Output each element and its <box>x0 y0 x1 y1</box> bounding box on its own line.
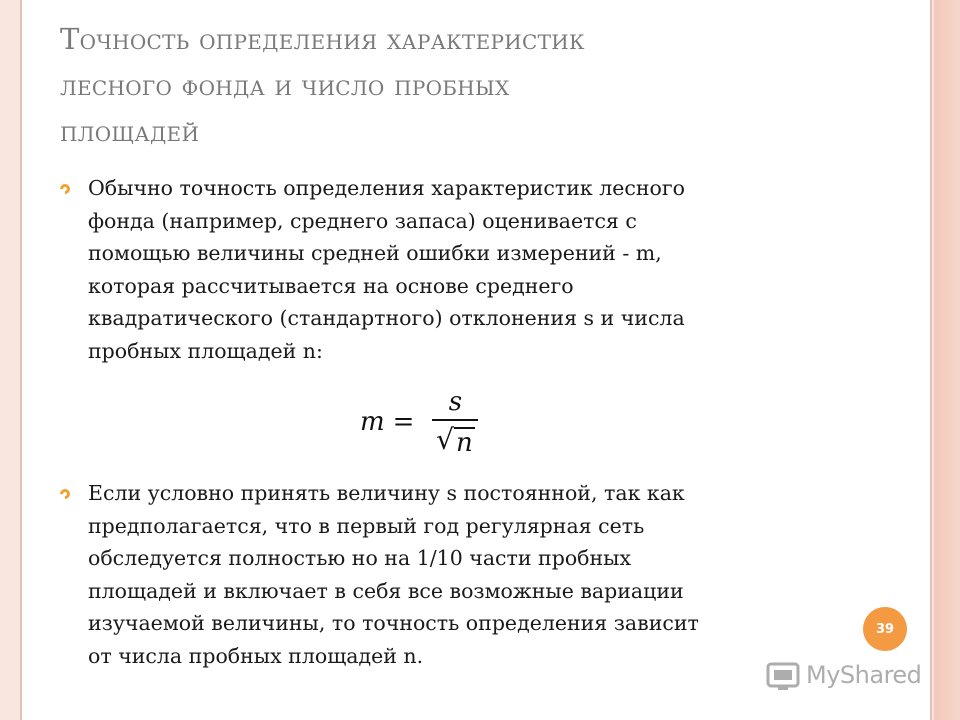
bullet-item <box>60 172 820 367</box>
watermark-logo-icon <box>766 658 800 692</box>
title-line: площадей <box>60 114 200 148</box>
bullet-line: помощью величины средней ошибки измерений - m, <box>88 241 662 265</box>
title-line: лесного фонда и число пробных <box>60 68 510 102</box>
watermark-text: MyShared <box>806 661 922 689</box>
formula-denominator <box>436 423 475 457</box>
formula-denominator-var: n <box>456 428 473 458</box>
title-line: Точность определения характеристик <box>60 22 585 56</box>
watermark <box>766 658 921 692</box>
bullet-line: от числа пробных площадей n. <box>88 643 424 668</box>
bullet-line: Если условно принять величину s постоянной, так как <box>88 481 685 505</box>
formula-fraction <box>432 387 478 457</box>
formula-lhs: m <box>360 407 385 437</box>
formula-equation <box>360 387 478 457</box>
bullet-line: обследуется полностью но на 1/10 части пробных <box>88 546 632 570</box>
bullet-line: пробных площадей n: <box>88 338 323 363</box>
formula <box>60 367 820 477</box>
page-number-badge: 39 <box>863 607 907 651</box>
formula-numerator: s <box>448 387 463 417</box>
bullet-line: квадратического (стандартного) отклонения s и числа <box>88 306 685 330</box>
bullet-line: которая рассчитывается на основе среднего <box>88 273 574 298</box>
bullet-line: площадей и включает в себя все возможные вариации <box>88 578 684 603</box>
formula-equals: = <box>392 407 415 437</box>
bullet-line: Обычно точность определения характеристик лесного <box>88 176 685 200</box>
slide-title <box>60 16 840 154</box>
slide-content <box>60 172 820 672</box>
bullet-marker-icon <box>58 182 72 196</box>
bullet-line: фонда (например, среднего запаса) оценивается с <box>88 208 637 233</box>
bullet-marker-icon <box>58 487 72 501</box>
bullet-line: предполагается, что в первый год регулярная сеть <box>88 513 645 538</box>
fraction-bar <box>432 419 478 421</box>
left-border-stripe <box>0 0 20 720</box>
sqrt-icon: √ <box>436 423 454 456</box>
bullet-item <box>60 477 820 672</box>
bullet-line: изучаемой величины, то точность определения зависит <box>88 611 699 635</box>
right-border-stripe <box>934 0 960 720</box>
